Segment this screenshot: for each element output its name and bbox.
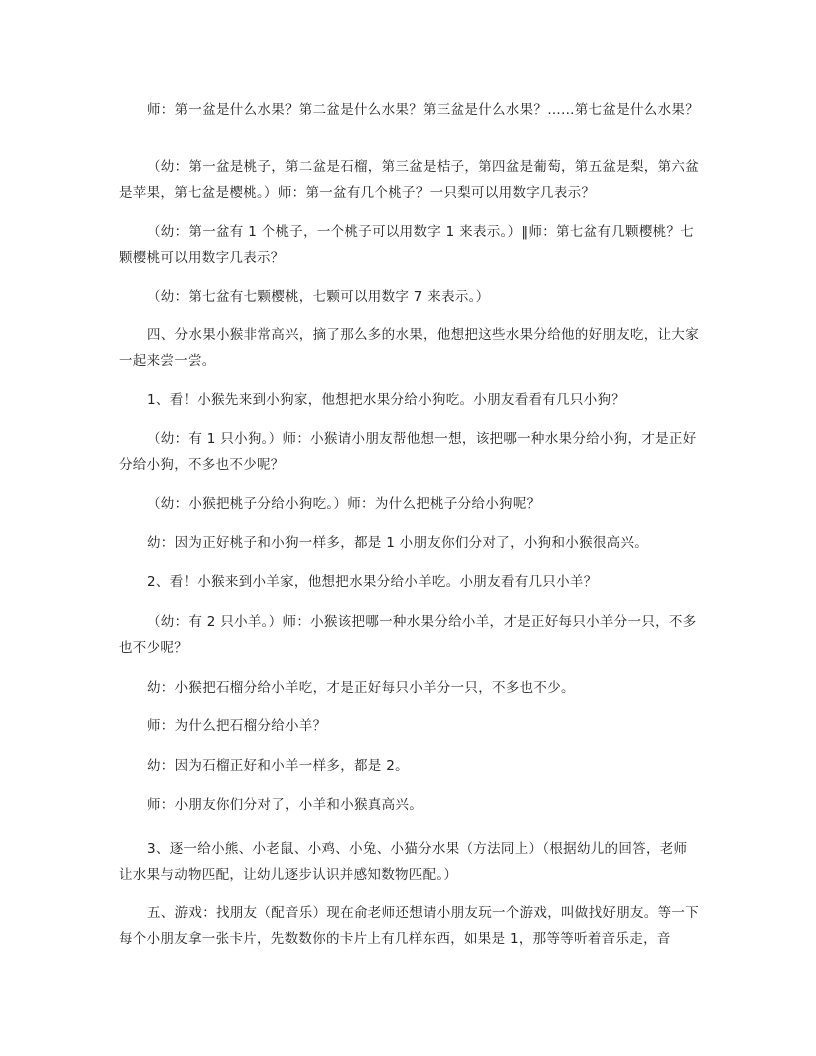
- paragraph-12: 幼：小猴把石榴分给小羊吃，才是正好每只小羊分一只，不多也不少。: [147, 680, 575, 696]
- paragraph-1: 师：第一盆是什么水果？第二盆是什么水果？第三盆是什么水果？……第七盆是什么水果？: [147, 102, 699, 118]
- paragraph-8: （幼：小猴把桃子分给小狗吃。）师：为什么把桃子分给小狗呢？: [147, 496, 541, 512]
- paragraph-14: 幼：因为石榴正好和小羊一样多，都是 2。: [147, 758, 409, 774]
- paragraph-4: （幼：第七盆有七颗樱桃，七颗可以用数字 7 来表示。）: [147, 289, 490, 305]
- paragraph-15: 师：小朋友你们分对了，小羊和小猴真高兴。: [147, 797, 423, 813]
- paragraph-13: 师：为什么把石榴分给小羊？: [147, 718, 327, 734]
- paragraph-10: 2、看！小猴来到小羊家，他想把水果分给小羊吃。小朋友看有几只小羊？: [147, 574, 598, 590]
- paragraph-6: 1、看！小猴先来到小狗家，他想把水果分给小狗吃。小朋友看看有几只小狗？: [147, 392, 626, 408]
- paragraph-5: 四、分水果小猴非常高兴，摘了那么多的水果，他想把这些水果分给他的好朋友吃，让大家一起来尝一尝。: [119, 327, 699, 369]
- paragraph-3: （幼：第一盆有 1 个桃子，一个桃子可以用数字 1 来表示。）‖师：第七盆有几颗樱桃？七颗樱桃可以用数字几表示？: [119, 224, 695, 266]
- paragraph-17: 五、游戏：找朋友（配音乐）现在俞老师还想请小朋友玩一个游戏，叫做找好朋友。等一下每个小朋友拿一张卡片，先数数你的卡片上有几样东西，如果是 1，那等等听着音乐走，音: [119, 905, 699, 947]
- paragraph-9: 幼：因为正好桃子和小狗一样多，都是 1 小朋友你们分对了，小狗和小猴很高兴。: [147, 535, 649, 551]
- paragraph-2: （幼：第一盆是桃子，第二盆是石榴，第三盆是桔子，第四盆是葡萄，第五盆是梨，第六盆是苹果，第七盆是樱桃。）师：第一盆有几个桃子？一只梨可以用数字几表示？: [119, 159, 699, 201]
- paragraph-7: （幼：有 1 只小狗。）师：小猴请小朋友帮他想一想，该把哪一种水果分给小狗，才是正好分给小狗，不多也不少呢？: [119, 431, 697, 473]
- paragraph-16: 3、逐一给小熊、小老鼠、小鸡、小兔、小猫分水果（方法同上）（根据幼儿的回答，老师让水果与动物匹配，让幼儿逐步认识并感知数物匹配。）: [119, 841, 688, 883]
- paragraph-11: （幼：有 2 只小羊。）师：小猴该把哪一种水果分给小羊，才是正好每只小羊分一只，不多也不少呢？: [119, 614, 697, 656]
